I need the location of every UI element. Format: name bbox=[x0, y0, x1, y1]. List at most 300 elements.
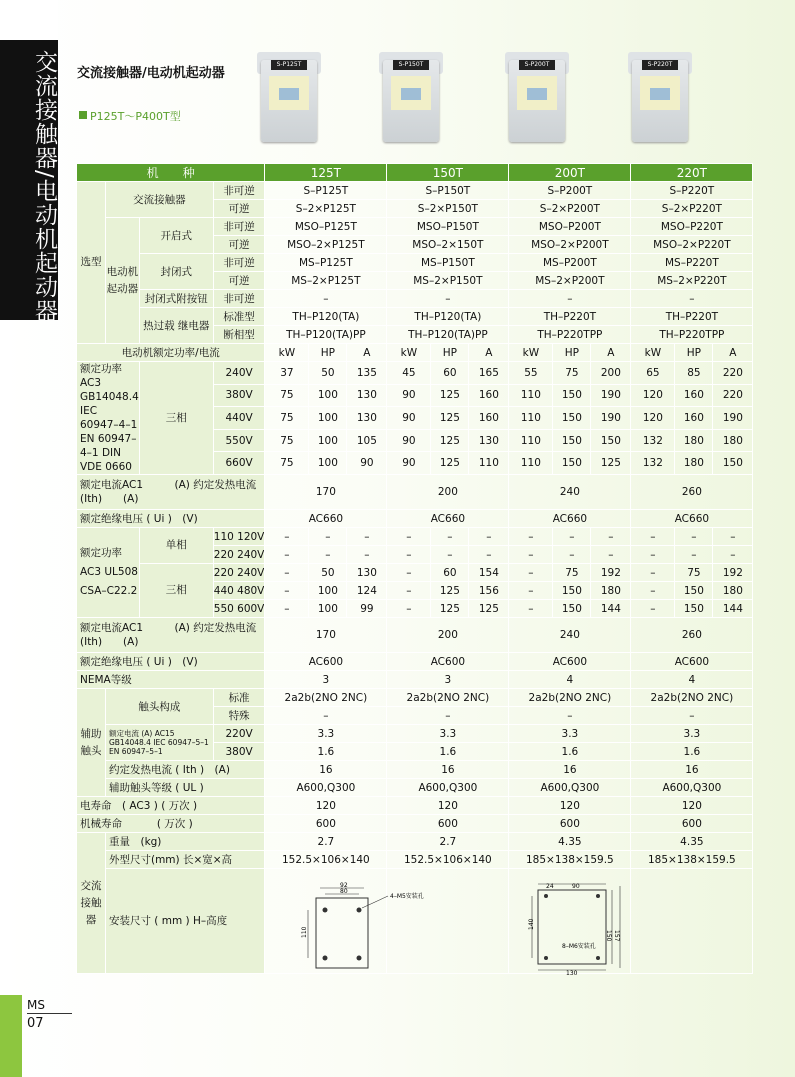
dim-small-side: 110 bbox=[301, 926, 308, 938]
relay-label: 热过载 继电器 bbox=[139, 308, 213, 344]
sidebar-green-tab bbox=[0, 995, 22, 1077]
page-number: 07 bbox=[27, 1016, 44, 1031]
motor-rating-label: 电动机额定功率/电流 bbox=[77, 344, 265, 362]
value-cell: 200 bbox=[591, 362, 631, 385]
value-cell: 160 bbox=[675, 407, 713, 430]
open-type-label: 开启式 bbox=[139, 218, 213, 254]
value-cell: 75 bbox=[553, 362, 591, 385]
value-cell: – bbox=[675, 546, 713, 564]
page-title: 交流接触器/电动机起动器 bbox=[77, 66, 225, 81]
aux-220-row bbox=[77, 725, 753, 743]
unit-cell: kW bbox=[631, 344, 675, 362]
ul-insulation-label: 额定绝缘电压 ( Ui ) (V) bbox=[77, 653, 265, 671]
voltage-label: 220 240V bbox=[213, 564, 265, 582]
value-cell: 3.3 bbox=[631, 725, 753, 743]
voltage-label: 220 240V bbox=[213, 546, 265, 564]
value-cell: 600 bbox=[265, 815, 387, 833]
value-cell: 600 bbox=[509, 815, 631, 833]
value-cell: – bbox=[265, 564, 309, 582]
header-model: 125T bbox=[265, 164, 387, 182]
size-row bbox=[77, 851, 753, 869]
value-cell: 180 bbox=[591, 582, 631, 600]
value-cell: – bbox=[509, 582, 553, 600]
ac3-standard-label: 额定功率 AC3 GB14048.4 IEC 60947–4–1 EN 60947–4–1 DIN VDE 0660 bbox=[77, 362, 140, 475]
value-cell: – bbox=[309, 546, 347, 564]
value-cell: 200 bbox=[387, 618, 509, 653]
value-cell: – bbox=[553, 528, 591, 546]
value-cell: 120 bbox=[387, 797, 509, 815]
nema-row bbox=[77, 671, 753, 689]
enclosed-button-label: 封闭式附按钮 bbox=[139, 290, 213, 308]
ul-row bbox=[77, 564, 753, 582]
page-code-divider bbox=[27, 1013, 72, 1014]
value-cell: – bbox=[265, 600, 309, 618]
contactor-label: 交流接触器 bbox=[105, 182, 213, 218]
value-cell: 160 bbox=[675, 384, 713, 407]
value-cell: 125 bbox=[431, 582, 469, 600]
value-cell: – bbox=[631, 528, 675, 546]
rating-row bbox=[77, 362, 753, 385]
value-cell: MSO–P125T bbox=[265, 218, 387, 236]
voltage-label: 550 600V bbox=[213, 600, 265, 618]
value-cell: AC600 bbox=[509, 653, 631, 671]
value-cell: – bbox=[265, 582, 309, 600]
value-cell: 125 bbox=[431, 452, 469, 475]
value-cell: 2.7 bbox=[265, 833, 387, 851]
ul-current-label: 额定电流AC1 (A) 约定发热电流(Ith) (A) bbox=[77, 618, 265, 653]
value-cell: – bbox=[713, 546, 753, 564]
value-cell: 130 bbox=[347, 564, 387, 582]
sidebar bbox=[0, 0, 58, 1077]
dim-small-top-inner: 80 bbox=[340, 888, 348, 895]
value-cell: 185×138×159.5 bbox=[631, 851, 753, 869]
value-cell: 260 bbox=[631, 618, 753, 653]
value-cell: – bbox=[387, 600, 431, 618]
value-cell: – bbox=[387, 582, 431, 600]
value-cell: 125 bbox=[591, 452, 631, 475]
value-cell: 1.6 bbox=[631, 743, 753, 761]
value-cell: A600,Q300 bbox=[265, 779, 387, 797]
voltage-label: 440 480V bbox=[213, 582, 265, 600]
value-cell: 135 bbox=[347, 362, 387, 385]
value-cell: AC600 bbox=[631, 653, 753, 671]
dim-large-side-inner: 140 bbox=[528, 918, 535, 930]
value-cell: – bbox=[309, 528, 347, 546]
value-cell: TH–P220TPP bbox=[509, 326, 631, 344]
value-cell: 90 bbox=[387, 429, 431, 452]
value-cell: 170 bbox=[265, 475, 387, 510]
electrical-life-row bbox=[77, 797, 753, 815]
aux-group-label: 辅助触头 bbox=[77, 689, 106, 797]
value-cell: 170 bbox=[265, 618, 387, 653]
value-cell: S–P150T bbox=[387, 182, 509, 200]
value-cell: – bbox=[509, 600, 553, 618]
product-image-200t bbox=[505, 52, 569, 144]
value-cell: A600,Q300 bbox=[387, 779, 509, 797]
selection-type: 可逆 bbox=[213, 236, 265, 254]
value-cell: 90 bbox=[387, 452, 431, 475]
value-cell: 130 bbox=[347, 407, 387, 430]
value-cell: 75 bbox=[265, 384, 309, 407]
value-cell: 3.3 bbox=[509, 725, 631, 743]
value-cell: 180 bbox=[675, 452, 713, 475]
value-cell: 192 bbox=[591, 564, 631, 582]
value-cell: 16 bbox=[265, 761, 387, 779]
subtitle-square-icon bbox=[79, 111, 87, 119]
value-cell: MSO–2×150T bbox=[387, 236, 509, 254]
product-label: S-P220T bbox=[642, 60, 678, 70]
value-cell: MSO–2×P200T bbox=[509, 236, 631, 254]
voltage-380-label: 380V bbox=[213, 743, 265, 761]
unit-cell: kW bbox=[387, 344, 431, 362]
value-cell: 160 bbox=[469, 407, 509, 430]
value-cell: TH–P220T bbox=[631, 308, 753, 326]
value-cell: MS–P150T bbox=[387, 254, 509, 272]
value-cell: TH–P120(TA) bbox=[265, 308, 387, 326]
header-model-label: 机 种 bbox=[77, 164, 265, 182]
selection-type: 非可逆 bbox=[213, 182, 265, 200]
value-cell: 2a2b(2NO 2NC) bbox=[509, 689, 631, 707]
unit-cell: A bbox=[591, 344, 631, 362]
selection-type: 可逆 bbox=[213, 272, 265, 290]
mechanical-life-row bbox=[77, 815, 753, 833]
value-cell: 110 bbox=[509, 452, 553, 475]
value-cell: 75 bbox=[265, 407, 309, 430]
value-cell: 16 bbox=[387, 761, 509, 779]
value-cell: 125 bbox=[431, 384, 469, 407]
value-cell: 110 bbox=[509, 384, 553, 407]
selection-group-label: 选型 bbox=[77, 182, 106, 344]
unit-cell: HP bbox=[675, 344, 713, 362]
value-cell: – bbox=[469, 528, 509, 546]
product-label: S-P125T bbox=[271, 60, 307, 70]
unit-cell: HP bbox=[553, 344, 591, 362]
insulation-row bbox=[77, 510, 753, 528]
value-cell: – bbox=[347, 546, 387, 564]
value-cell: 150 bbox=[553, 582, 591, 600]
value-cell: – bbox=[713, 528, 753, 546]
value-cell: 156 bbox=[469, 582, 509, 600]
value-cell: 192 bbox=[713, 564, 753, 582]
ac1-current-label: 额定电流AC1 (A) 约定发热电流(Ith) (A) bbox=[77, 475, 265, 510]
value-cell: 120 bbox=[509, 797, 631, 815]
value-cell: – bbox=[265, 290, 387, 308]
value-cell: – bbox=[631, 546, 675, 564]
aux-ul-label: 辅助触头等级 ( UL ) bbox=[105, 779, 264, 797]
special-label: 特殊 bbox=[213, 707, 265, 725]
value-cell: – bbox=[387, 528, 431, 546]
value-cell: S–P125T bbox=[265, 182, 387, 200]
value-cell: 4.35 bbox=[509, 833, 631, 851]
value-cell: 125 bbox=[469, 600, 509, 618]
value-cell: 190 bbox=[713, 407, 753, 430]
value-cell: 130 bbox=[347, 384, 387, 407]
value-cell: AC600 bbox=[387, 653, 509, 671]
value-cell: 125 bbox=[431, 600, 469, 618]
value-cell: 144 bbox=[713, 600, 753, 618]
value-cell: – bbox=[509, 546, 553, 564]
single-phase-label: 单相 bbox=[139, 528, 213, 564]
value-cell: 60 bbox=[431, 564, 469, 582]
value-cell: TH–P220T bbox=[509, 308, 631, 326]
value-cell: 75 bbox=[265, 429, 309, 452]
sidebar-title: 交流接触器/电动机起动器 bbox=[31, 50, 57, 323]
ac15-current-label: 额定电流 (A) AC15 GB14048.4 IEC 60947–5–1 EN 60947–5–1 bbox=[105, 725, 213, 761]
header-model: 200T bbox=[509, 164, 631, 182]
value-cell: 200 bbox=[387, 475, 509, 510]
unit-cell: HP bbox=[309, 344, 347, 362]
ul-row bbox=[77, 528, 753, 546]
value-cell: 99 bbox=[347, 600, 387, 618]
value-cell: 180 bbox=[675, 429, 713, 452]
value-cell: 124 bbox=[347, 582, 387, 600]
value-cell: 50 bbox=[309, 564, 347, 582]
aux-ul-row bbox=[77, 779, 753, 797]
value-cell: A600,Q300 bbox=[631, 779, 753, 797]
selection-type: 非可逆 bbox=[213, 254, 265, 272]
dim-large-hole: 8–M6安装孔 bbox=[562, 943, 596, 950]
value-cell: TH–P120(TA) bbox=[387, 308, 509, 326]
value-cell: MSO–2×P220T bbox=[631, 236, 753, 254]
dim-large-top-right: 90 bbox=[572, 883, 580, 890]
value-cell: 3.3 bbox=[387, 725, 509, 743]
unit-cell: kW bbox=[509, 344, 553, 362]
value-cell: MS–2×P125T bbox=[265, 272, 387, 290]
value-cell: 125 bbox=[431, 429, 469, 452]
ul-current-row bbox=[77, 618, 753, 653]
voltage-label: 110 120V bbox=[213, 528, 265, 546]
value-cell: 2a2b(2NO 2NC) bbox=[265, 689, 387, 707]
nema-label: NEMA等级 bbox=[77, 671, 265, 689]
value-cell: 120 bbox=[631, 384, 675, 407]
selection-row bbox=[77, 182, 753, 200]
value-cell: MS–P220T bbox=[631, 254, 753, 272]
contact-config-label: 触头构成 bbox=[105, 689, 213, 725]
dim-small-top-outer: 92 bbox=[340, 882, 348, 889]
selection-type: 断相型 bbox=[213, 326, 265, 344]
value-cell: 130 bbox=[469, 429, 509, 452]
value-cell: AC600 bbox=[265, 653, 387, 671]
value-cell: – bbox=[509, 564, 553, 582]
value-cell: 190 bbox=[591, 407, 631, 430]
value-cell: – bbox=[265, 546, 309, 564]
insulation-voltage-label: 额定绝缘电压 ( Ui ) (V) bbox=[77, 510, 265, 528]
value-cell: 4 bbox=[631, 671, 753, 689]
header-row bbox=[77, 164, 753, 182]
weight-label: 重量 (kg) bbox=[105, 833, 264, 851]
value-cell: MSO–P150T bbox=[387, 218, 509, 236]
value-cell: 220 bbox=[713, 384, 753, 407]
value-cell: 150 bbox=[591, 429, 631, 452]
page-code: MS bbox=[27, 998, 45, 1012]
value-cell: 90 bbox=[387, 407, 431, 430]
value-cell: MS–2×P220T bbox=[631, 272, 753, 290]
value-cell: 152.5×106×140 bbox=[387, 851, 509, 869]
value-cell: – bbox=[469, 546, 509, 564]
value-cell: 110 bbox=[509, 407, 553, 430]
value-cell: 1.6 bbox=[509, 743, 631, 761]
value-cell: 150 bbox=[553, 384, 591, 407]
product-label: S-P150T bbox=[393, 60, 429, 70]
selection-type: 可逆 bbox=[213, 200, 265, 218]
value-cell: 144 bbox=[591, 600, 631, 618]
page-subtitle: P125T～P400T型 bbox=[90, 110, 181, 123]
value-cell: – bbox=[553, 546, 591, 564]
voltage-220-label: 220V bbox=[213, 725, 265, 743]
dim-large-top-left: 24 bbox=[546, 883, 554, 890]
value-cell: 75 bbox=[553, 564, 591, 582]
value-cell: 240 bbox=[509, 475, 631, 510]
value-cell: – bbox=[265, 528, 309, 546]
selection-row bbox=[77, 308, 753, 326]
mount-drawing-cell bbox=[631, 869, 753, 974]
current-row bbox=[77, 475, 753, 510]
value-cell: 100 bbox=[309, 582, 347, 600]
voltage-label: 440V bbox=[213, 407, 265, 430]
three-phase-label: 三相 bbox=[139, 362, 213, 475]
value-cell: – bbox=[591, 528, 631, 546]
value-cell: – bbox=[387, 290, 509, 308]
selection-row bbox=[77, 290, 753, 308]
value-cell: MSO–P200T bbox=[509, 218, 631, 236]
value-cell: 180 bbox=[713, 582, 753, 600]
value-cell: 2.7 bbox=[387, 833, 509, 851]
value-cell: S–2×P220T bbox=[631, 200, 753, 218]
value-cell: 3 bbox=[265, 671, 387, 689]
value-cell: – bbox=[631, 582, 675, 600]
value-cell: – bbox=[265, 707, 387, 725]
mount-drawing-large bbox=[520, 880, 640, 976]
value-cell: S–2×P125T bbox=[265, 200, 387, 218]
value-cell: MS–2×P150T bbox=[387, 272, 509, 290]
dim-large-side-mid: 150 bbox=[605, 930, 612, 942]
value-cell: – bbox=[431, 528, 469, 546]
unit-cell: A bbox=[713, 344, 753, 362]
value-cell: 110 bbox=[469, 452, 509, 475]
value-cell: AC660 bbox=[631, 510, 753, 528]
value-cell: 150 bbox=[553, 452, 591, 475]
value-cell: TH–P220TPP bbox=[631, 326, 753, 344]
unit-cell: kW bbox=[265, 344, 309, 362]
value-cell: 120 bbox=[265, 797, 387, 815]
value-cell: – bbox=[431, 546, 469, 564]
value-cell: 2a2b(2NO 2NC) bbox=[387, 689, 509, 707]
value-cell: 154 bbox=[469, 564, 509, 582]
value-cell: 180 bbox=[713, 429, 753, 452]
voltage-label: 660V bbox=[213, 452, 265, 475]
spec-table bbox=[76, 163, 753, 974]
value-cell: – bbox=[509, 707, 631, 725]
value-cell: AC660 bbox=[265, 510, 387, 528]
value-cell: 132 bbox=[631, 429, 675, 452]
voltage-label: 240V bbox=[213, 362, 265, 385]
unit-cell: A bbox=[347, 344, 387, 362]
dim-large-side-outer: 157 bbox=[613, 930, 620, 942]
weight-row bbox=[77, 833, 753, 851]
electrical-life-label: 电寿命 ( AC3 ) ( 万次 ) bbox=[77, 797, 265, 815]
value-cell: – bbox=[387, 546, 431, 564]
dim-small-hole: 4–M5安装孔 bbox=[390, 893, 424, 900]
value-cell: MSO–2×P125T bbox=[265, 236, 387, 254]
selection-type: 非可逆 bbox=[213, 218, 265, 236]
aux-ith-row bbox=[77, 761, 753, 779]
value-cell: TH–P120(TA)PP bbox=[265, 326, 387, 344]
unit-cell: HP bbox=[431, 344, 469, 362]
value-cell: 150 bbox=[675, 600, 713, 618]
value-cell: 3 bbox=[387, 671, 509, 689]
value-cell: 4 bbox=[509, 671, 631, 689]
value-cell: S–2×P200T bbox=[509, 200, 631, 218]
value-cell: 160 bbox=[469, 384, 509, 407]
voltage-label: 380V bbox=[213, 384, 265, 407]
value-cell: – bbox=[675, 528, 713, 546]
product-image-125t bbox=[257, 52, 321, 144]
value-cell: 85 bbox=[675, 362, 713, 385]
value-cell: 37 bbox=[265, 362, 309, 385]
value-cell: 100 bbox=[309, 407, 347, 430]
value-cell: 1.6 bbox=[387, 743, 509, 761]
value-cell: TH–P120(TA)PP bbox=[387, 326, 509, 344]
value-cell: 3.3 bbox=[265, 725, 387, 743]
value-cell: 100 bbox=[309, 384, 347, 407]
value-cell: 165 bbox=[469, 362, 509, 385]
value-cell: 90 bbox=[347, 452, 387, 475]
value-cell: 260 bbox=[631, 475, 753, 510]
value-cell: 132 bbox=[631, 452, 675, 475]
selection-type: 标准型 bbox=[213, 308, 265, 326]
value-cell: 120 bbox=[631, 407, 675, 430]
value-cell: – bbox=[631, 290, 753, 308]
value-cell: 152.5×106×140 bbox=[265, 851, 387, 869]
value-cell: 60 bbox=[431, 362, 469, 385]
value-cell: 150 bbox=[553, 600, 591, 618]
aux-standard-row bbox=[77, 689, 753, 707]
value-cell: MS–P200T bbox=[509, 254, 631, 272]
contactor-group-label: 交流接触器 bbox=[77, 833, 106, 974]
size-label: 外型尺寸(mm) 长×宽×高 bbox=[105, 851, 264, 869]
value-cell: 90 bbox=[387, 384, 431, 407]
value-cell: – bbox=[387, 564, 431, 582]
value-cell: – bbox=[631, 707, 753, 725]
value-cell: 75 bbox=[675, 564, 713, 582]
value-cell: – bbox=[591, 546, 631, 564]
aux-ith-label: 约定发热电流 ( Ith ) (A) bbox=[105, 761, 264, 779]
value-cell: 75 bbox=[265, 452, 309, 475]
value-cell: 100 bbox=[309, 452, 347, 475]
voltage-label: 550V bbox=[213, 429, 265, 452]
value-cell: 125 bbox=[431, 407, 469, 430]
header-model: 150T bbox=[387, 164, 509, 182]
value-cell: AC660 bbox=[509, 510, 631, 528]
value-cell: S–P200T bbox=[509, 182, 631, 200]
value-cell: 185×138×159.5 bbox=[509, 851, 631, 869]
value-cell: AC660 bbox=[387, 510, 509, 528]
value-cell: S–2×P150T bbox=[387, 200, 509, 218]
value-cell: A600,Q300 bbox=[509, 779, 631, 797]
value-cell: 190 bbox=[591, 384, 631, 407]
value-cell: 240 bbox=[509, 618, 631, 653]
value-cell: 55 bbox=[509, 362, 553, 385]
ul-insulation-row bbox=[77, 653, 753, 671]
product-image-220t bbox=[628, 52, 692, 144]
value-cell: 16 bbox=[631, 761, 753, 779]
value-cell: 600 bbox=[387, 815, 509, 833]
value-cell: 120 bbox=[631, 797, 753, 815]
value-cell: 1.6 bbox=[265, 743, 387, 761]
value-cell: 100 bbox=[309, 600, 347, 618]
mount-drawing-small bbox=[290, 882, 470, 978]
three-phase-label: 三相 bbox=[139, 564, 213, 618]
